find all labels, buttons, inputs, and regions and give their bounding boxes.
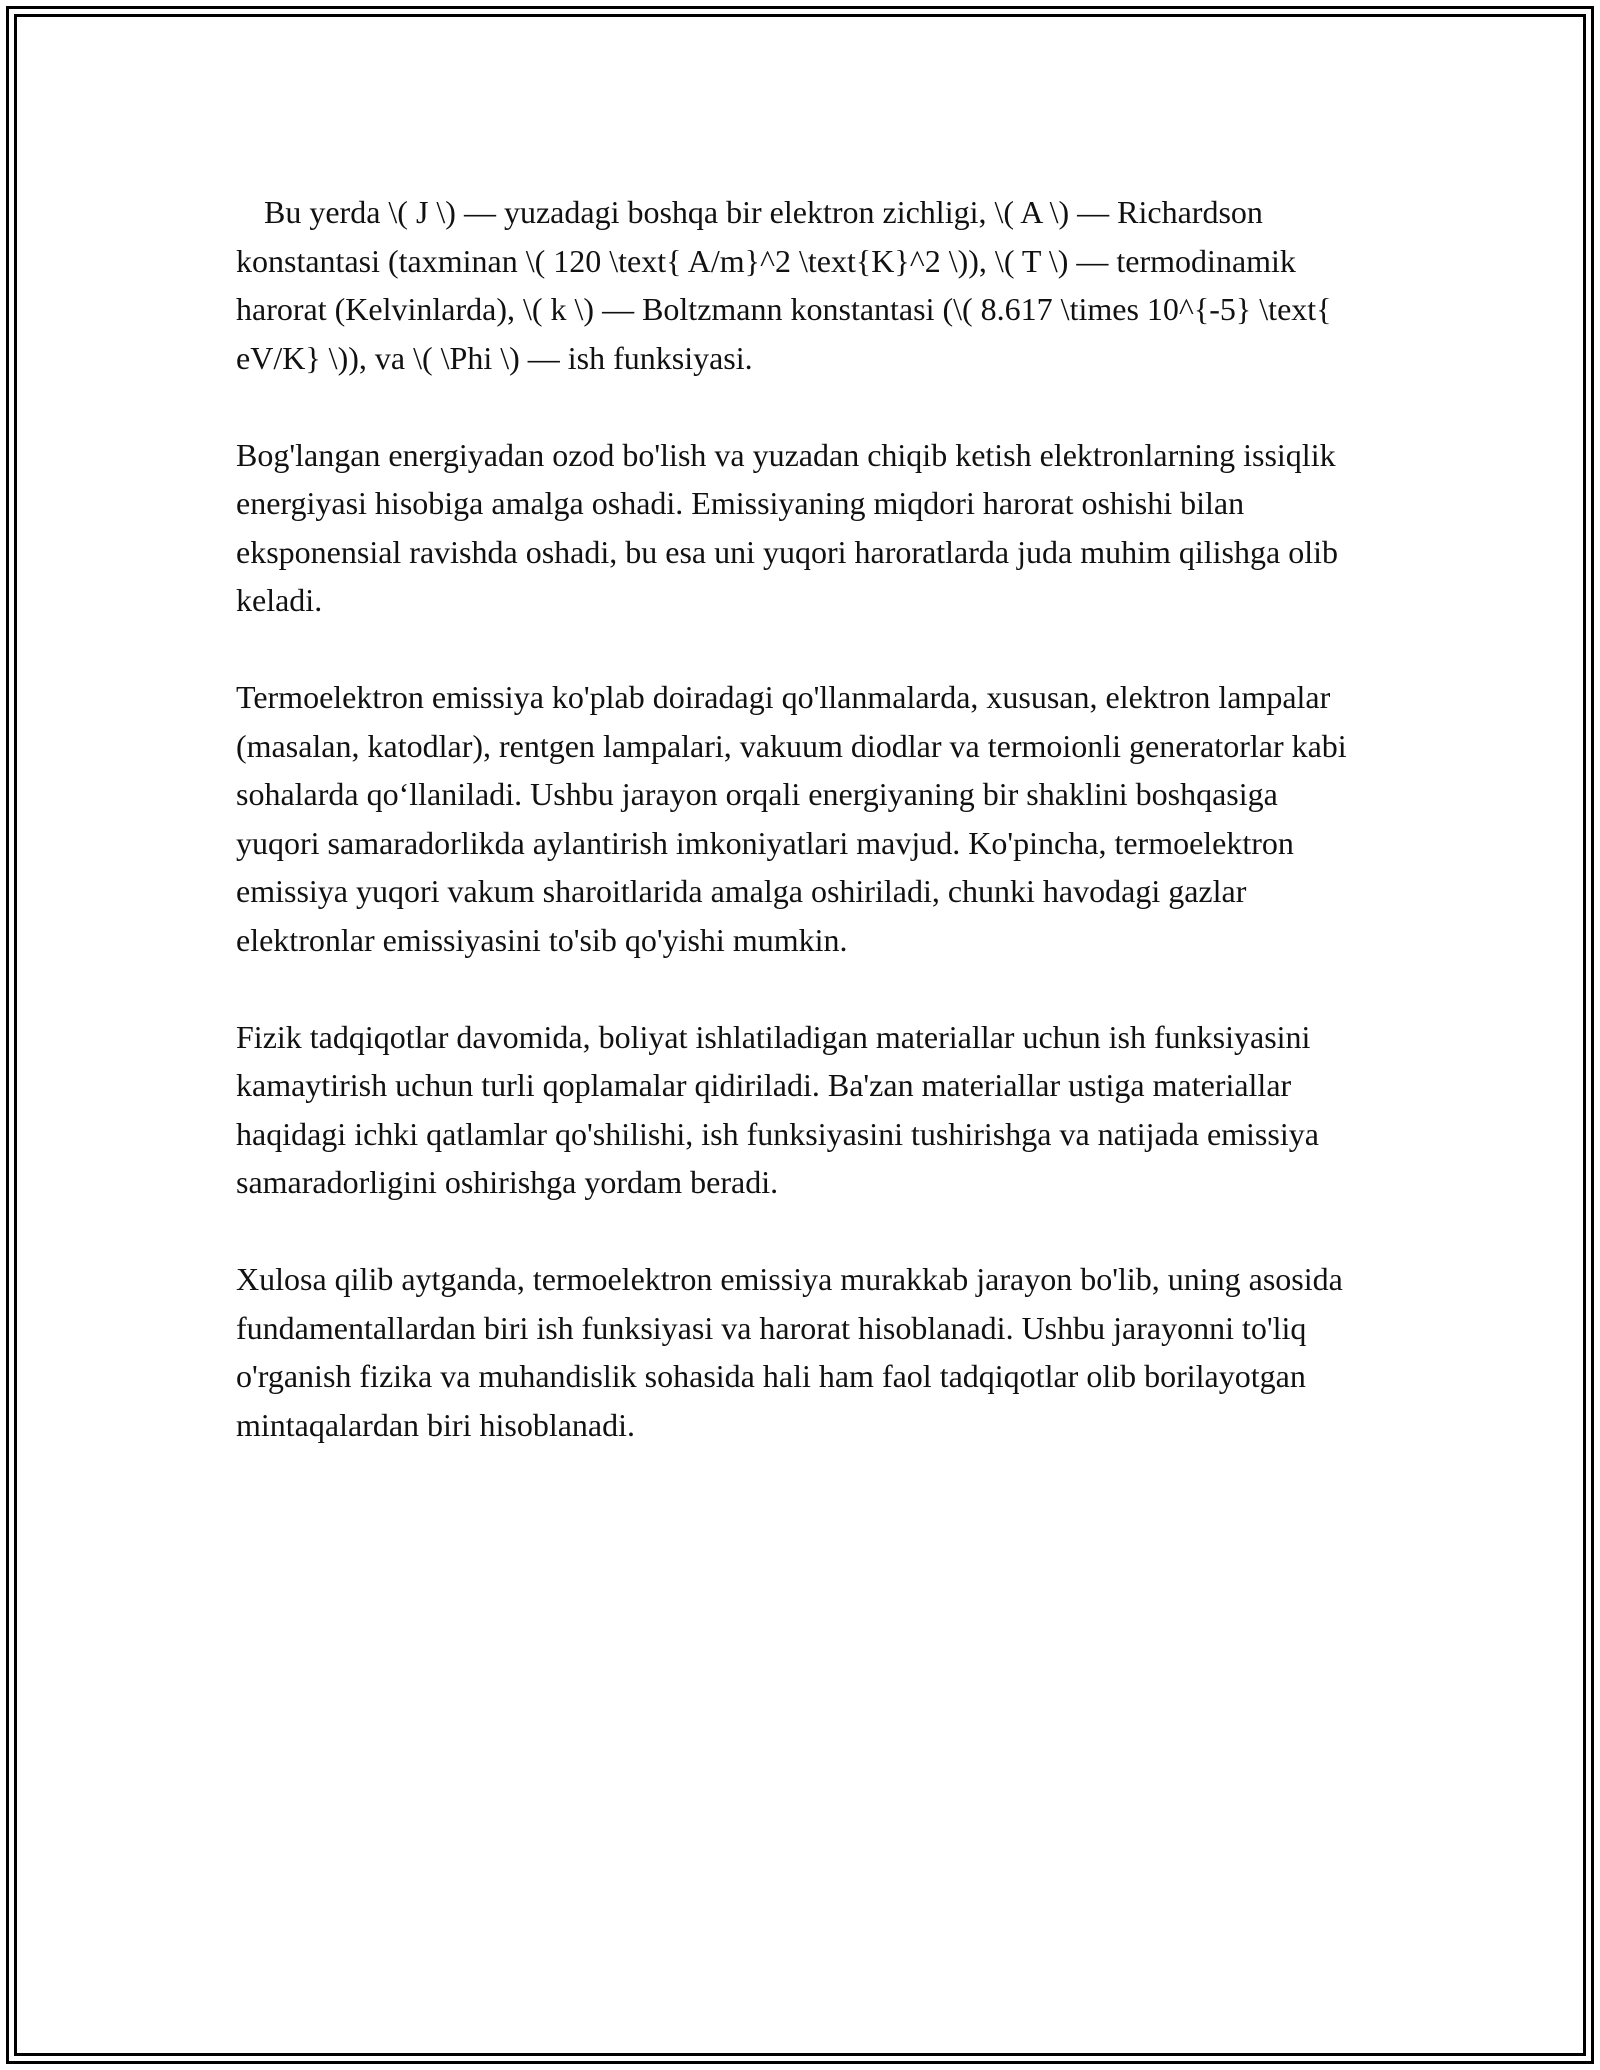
paragraph-applications: Termoelektron emissiya ko'plab doiradagi qo'llanmalarda, xususan, elektron lampalar (masalan, katodlar), rentgen lampalari, vakuum diodlar va termoionli generatorlar kabi sohalarda qo‘llaniladi. Ushbu jarayon orqali energiyaning bir shaklini boshqasiga yuqori samaradorlikda aylantirish imkoniyatlari mavjud. Ko'pincha, termoelektron emissiya yuqori vakum sharoitlarida amalga oshiriladi, chunki havodagi gazlar elektronlar emissiyasini to'sib qo'yishi mumkin. bbox=[236, 679, 1347, 958]
document-body bbox=[236, 188, 1364, 1498]
paragraph-conclusion: Xulosa qilib aytganda, termoelektron emissiya murakkab jarayon bo'lib, uning asosida fundamentallardan biri ish funksiyasi va harorat hisoblanadi. Ushbu jarayonni to'liq o'rganish fizika va muhandislik sohasida hali ham faol tadqiqotlar olib borilayotgan mintaqalardan biri hisoblanadi. bbox=[236, 1261, 1343, 1443]
paragraph-formula-explanation: Bu yerda \( J \) — yuzadagi boshqa bir elektron zichligi, \( A \) — Richardson konstantasi (taxminan \( 120 \text{ A/m}^2 \text{K}^2 \)), \( T \) — termodinamik harorat (Kelvinlarda), \( k \) — Boltzmann konstantasi (\( 8.617 \times 10^{-5} \text{ eV/K} \)), va \( \Phi \) — ish funksiyasi. bbox=[236, 194, 1332, 376]
paragraph-research-coatings: Fizik tadqiqotlar davomida, boliyat ishlatiladigan materiallar uchun ish funksiyasini kamaytirish uchun turli qoplamalar qidiriladi. Ba'zan materiallar ustiga materiallar haqidagi ichki qatlamlar qo'shilishi, ish funksiyasini tushirishga va natijada emissiya samaradorligini oshirishga yordam beradi. bbox=[236, 1018, 1319, 1200]
paragraph-emission-mechanism: Bog'langan energiyadan ozod bo'lish va yuzadan chiqib ketish elektronlarning issiqlik energiyasi hisobiga amalga oshadi. Emissiyaning miqdori harorat oshishi bilan eksponensial ravishda oshadi, bu esa uni yuqori haroratlarda juda muhim qilishga olib keladi. bbox=[236, 436, 1338, 618]
